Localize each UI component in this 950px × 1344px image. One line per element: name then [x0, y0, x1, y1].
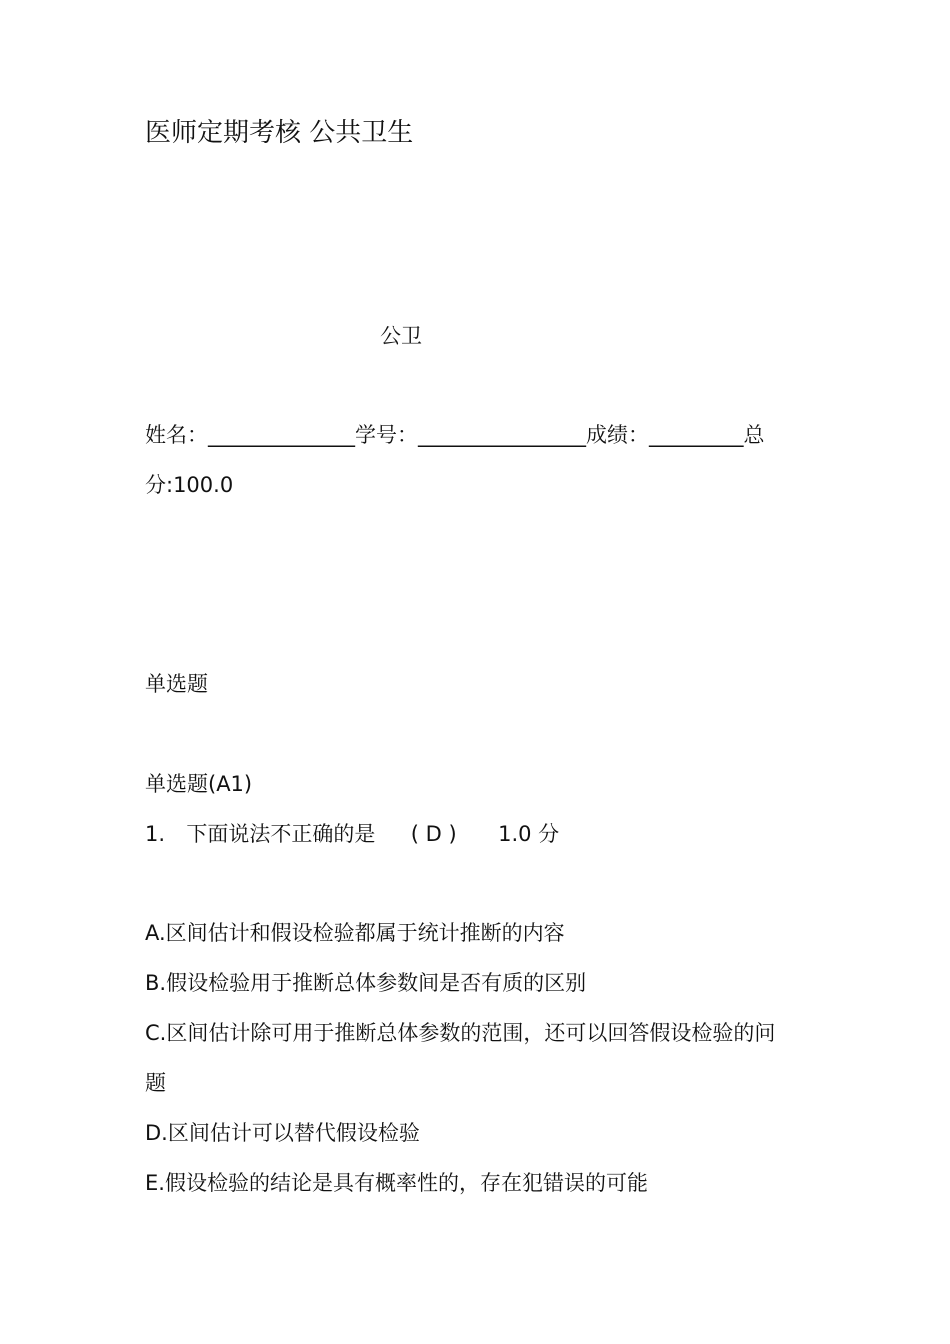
- question-1: [145, 820, 559, 848]
- option-c: C.区间估计除可用于推断总体参数的范围，还可以回答假设检验的问: [145, 1021, 776, 1045]
- question-score: 1.0 分: [498, 822, 560, 846]
- section-heading: 单选题: [145, 672, 208, 696]
- question-number: 1.: [145, 822, 166, 846]
- option-b: B.假设检验用于推断总体参数间是否有质的区别: [145, 971, 587, 995]
- subsection-heading: 单选题(A1): [145, 772, 253, 796]
- option-a: A.区间估计和假设检验都属于统计推断的内容: [145, 921, 565, 945]
- document-subtitle: 公卫: [380, 324, 422, 348]
- option-e: E.假设检验的结论是具有概率性的，存在犯错误的可能: [145, 1171, 648, 1195]
- option-d: D.区间估计可以替代假设检验: [145, 1121, 420, 1145]
- option-c-continued: 题: [145, 1071, 166, 1095]
- question-answer: ( D ): [410, 822, 457, 846]
- student-info-line: 姓名：______________学号：________________成绩：_________总: [145, 423, 765, 447]
- document-title: 医师定期考核 公共卫生: [145, 118, 414, 148]
- question-text: 下面说法不正确的是: [186, 822, 376, 846]
- total-score-line: 分:100.0: [145, 473, 234, 497]
